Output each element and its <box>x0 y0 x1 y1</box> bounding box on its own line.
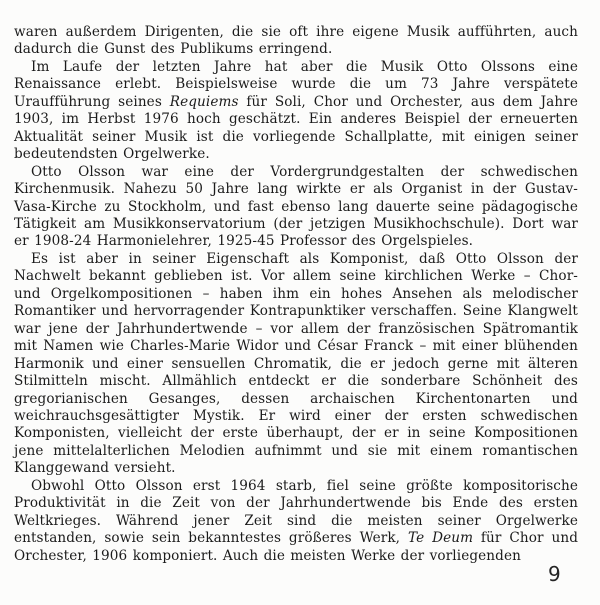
paragraph-text: Obwohl Otto Olsson erst 1964 starb, fiel seine größte kompositorische Produktivität in die Zeit von der Jahrhundertwende bis Ende des ersten Weltkrieges. Während jener Zeit sind die meisten seiner Orgelwerke entstanden, sowie sein bekanntestes größeres Werk, <box>14 477 578 547</box>
work-title-requiem: Requiems <box>169 93 239 110</box>
paragraph-text: Im Laufe der letzten Jahre hat aber die Musik Otto Olssons eine Renaissance erlebt. Beispielsweise wurde die um 73 Jahre verspätete Uraufführung seines <box>14 58 578 110</box>
paragraph-biography <box>14 164 578 251</box>
paragraph-continuation <box>14 24 578 59</box>
paragraph-text: waren außerdem Dirigenten, die sie oft ihre eigene Musik aufführten, auch dadurch die Gunst des Publikums erringend. <box>14 24 578 58</box>
paragraph-text: für Soli, Chor und Orchester, aus dem Jahre 1903, im Herbst 1976 hoch geschätzt. Ein anderes Beispiel der erneuerten Aktualität seiner Musik ist die vorliegende Schallplatte, mit einigen seiner bedeutendsten Orgelwerke. <box>14 93 578 163</box>
body-text <box>14 24 578 565</box>
paragraph-text: Es ist aber in seiner Eigenschaft als Komponist, daß Otto Olsson der Nachwelt bekannt geblieben ist. Vor allem seine kirchlichen Werke – Chor- und Orgelkompositionen – haben ihm ein hohes Ansehen als melodischer Romantiker und hervorragender Kontrapunktiker verschaffen. Seine Klangwelt war jene der Jahrhundertwende – vor allem der französischen Spätromantik mit Namen wie Charles-Marie Widor und César Franck – mit einer blühenden Harmonik und einer sensuellen Chromatik, die er jedoch gerne mit älteren Stilmitteln mischt. Allmählich entdeckt er die sonderbare Schönheit des gregorianischen Gesanges, dessen archaischen Kirchentonarten und weichrauchsgesättigter Mystik. Er wird einer der ersten schwedischen Komponisten, vielleicht der erste überhaupt, der er in seine Kompositionen jene mittelalterlichen Melodien aufnimmt und sie mit einem romantischen Klanggewand versieht. <box>14 250 578 477</box>
work-title-te-deum: Te Deum <box>407 530 474 547</box>
page-number: 9 <box>548 562 561 586</box>
paragraph-composer-style <box>14 251 578 478</box>
paragraph-text: Otto Olsson war eine der Vordergrundgestalten der schwedischen Kirchenmusik. Nahezu 50 Jahre lang wirkte er als Organist in der Gustav-Vasa-Kirche zu Stockholm, und fast ebenso lang dauerte seine pädagogische Tätigkeit am Musikkonservatorium (der jetzigen Musikhochschule). Dort war er 1908-24 Harmonielehrer, 1925-45 Professor des Orgelspieles. <box>14 163 578 250</box>
paragraph-text: für Chor und Orchester, 1906 komponiert. Auch die meisten Werke der vorliegenden <box>14 530 578 564</box>
paragraph-productivity <box>14 478 578 565</box>
paragraph-renaissance <box>14 59 578 164</box>
